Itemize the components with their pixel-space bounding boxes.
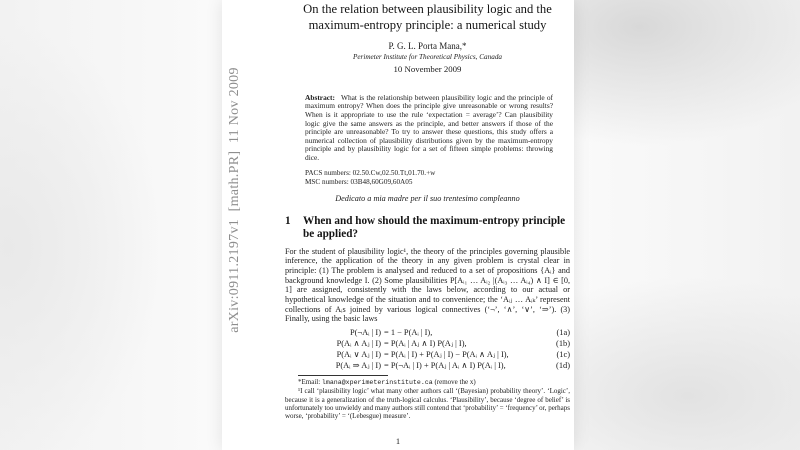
date-line: 10 November 2009: [393, 63, 462, 74]
equation-block: [285, 327, 570, 371]
equation-tag: (1a): [556, 328, 570, 338]
paper-page: [222, 0, 574, 450]
arxiv-watermark: arXiv:0911.2197v1 [math.PR] 11 Nov 2009: [227, 67, 242, 333]
equation-rhs: = P(Aᵢ | Aⱼ ∧ I) P(Aⱼ | I),: [384, 339, 467, 349]
equation-rhs: = P(Aᵢ | I) + P(Aⱼ | I) − P(Aᵢ ∧ Aⱼ | I),: [384, 350, 509, 360]
author-line: P. G. L. Porta Mana,*: [388, 40, 467, 51]
footnote-1: ¹I call ‘plausibility logic’ what many other authors call ‘(Bayesian) probability theory’. ‘Logic’, because it is a generalization of the truth-logical calculus. ‘Plausibility’, because ‘degree of belief’ is unfortunately too unwieldy and many authors still contend that ‘probability’ = ‘frequency’ or, perhaps worse, ‘probability’ = ‘(Lebesgue) measure’.: [285, 387, 570, 420]
footnote-email-label: *Email:: [298, 378, 322, 387]
equation-tag: (1c): [556, 350, 570, 360]
abstract-block: [305, 94, 553, 163]
equation-tag: (1b): [556, 339, 570, 349]
section-number: 1: [285, 214, 291, 227]
pacs-line: PACS numbers: 02.50.Cw,02.50.Tt,01.70.+w: [305, 168, 436, 177]
dedication-line: Dedicato a mia madre per il suo trentesimo compleanno: [335, 193, 520, 203]
footnote-email-note: (remove the x): [432, 378, 476, 387]
email-address: lmana@xperimeterinstitute.ca: [321, 379, 433, 387]
equation-lhs: P(Aᵢ ∨ Aⱼ | I): [336, 350, 381, 360]
equation-row: [285, 349, 570, 360]
page-number: 1: [395, 436, 401, 446]
equation-row: [285, 327, 570, 338]
msc-line: MSC numbers: 03B48,60G09,60A05: [305, 177, 413, 186]
section-title: When and how should the maximum-entropy principle be applied?: [303, 214, 566, 241]
footnote-email: [285, 378, 570, 387]
equation-rhs: = P(¬Aᵢ | I) + P(Aⱼ | Aᵢ ∧ I) P(Aᵢ | I),: [384, 361, 506, 371]
affiliation-line: Perimeter Institute for Theoretical Physics, Canada: [352, 52, 503, 61]
abstract-label: Abstract:: [305, 92, 335, 102]
classification-block: [305, 169, 553, 187]
paper-content-column: [285, 0, 570, 420]
equation-tag: (1d): [556, 361, 570, 371]
equation-rhs: = 1 − P(Aᵢ | I),: [384, 328, 433, 338]
equation-lhs: P(¬Aᵢ | I): [349, 328, 381, 338]
section-1-heading: [285, 215, 570, 242]
abstract-text: What is the relationship between plausibility logic and the principle of maximum entropy? When does the principle give unreasonable or wrong results? When is it appropriate to use the rule ‘expectation = average’? Can plausibility logic give the same answers as the principle, and better answers if those of the principle are unreasonable? To try to answer these questions, this study offers a numerical collection of plausibility distributions given by the maximum-entropy principle and by plausibility logic for a set of fifteen simple problems: throwing dice.: [305, 92, 553, 162]
body-paragraph: For the student of plausibility logic¹, the theory of the principles governing plausible inference, the application of the theory in any given problem is crystal clear in principle: (1) The problem is analysed and reduced to a set of propositions {Aᵢ} and background knowledge I. (2) Some plausibilities P[Aᵢ₁ … Aᵢ₂ |(Aᵢ₃ … Aᵢ₄) ∧ I] ∈ [0, 1] are assigned, consistently with the laws below, according to our actual or hypothetical knowledge of the situation and to convenience; the ‘Aᵢⱼ … Aᵢₖ’ represent collections of Aᵢs joined by various logical connectives (‘¬’, ‘∧’, ‘∨’, ‘⇒’). (3) Finally, using the basic laws: [285, 246, 570, 324]
paper-title: On the relation between plausibility logic and the maximum-entropy principle: a numerical study: [303, 2, 552, 33]
footnote-rule: [298, 375, 388, 376]
equation-lhs: P(Aᵢ ∧ Aⱼ | I): [336, 339, 381, 349]
equation-row: [285, 360, 570, 371]
equation-row: [285, 338, 570, 349]
equation-lhs: P(Aᵢ ⇒ Aⱼ | I): [335, 361, 381, 371]
